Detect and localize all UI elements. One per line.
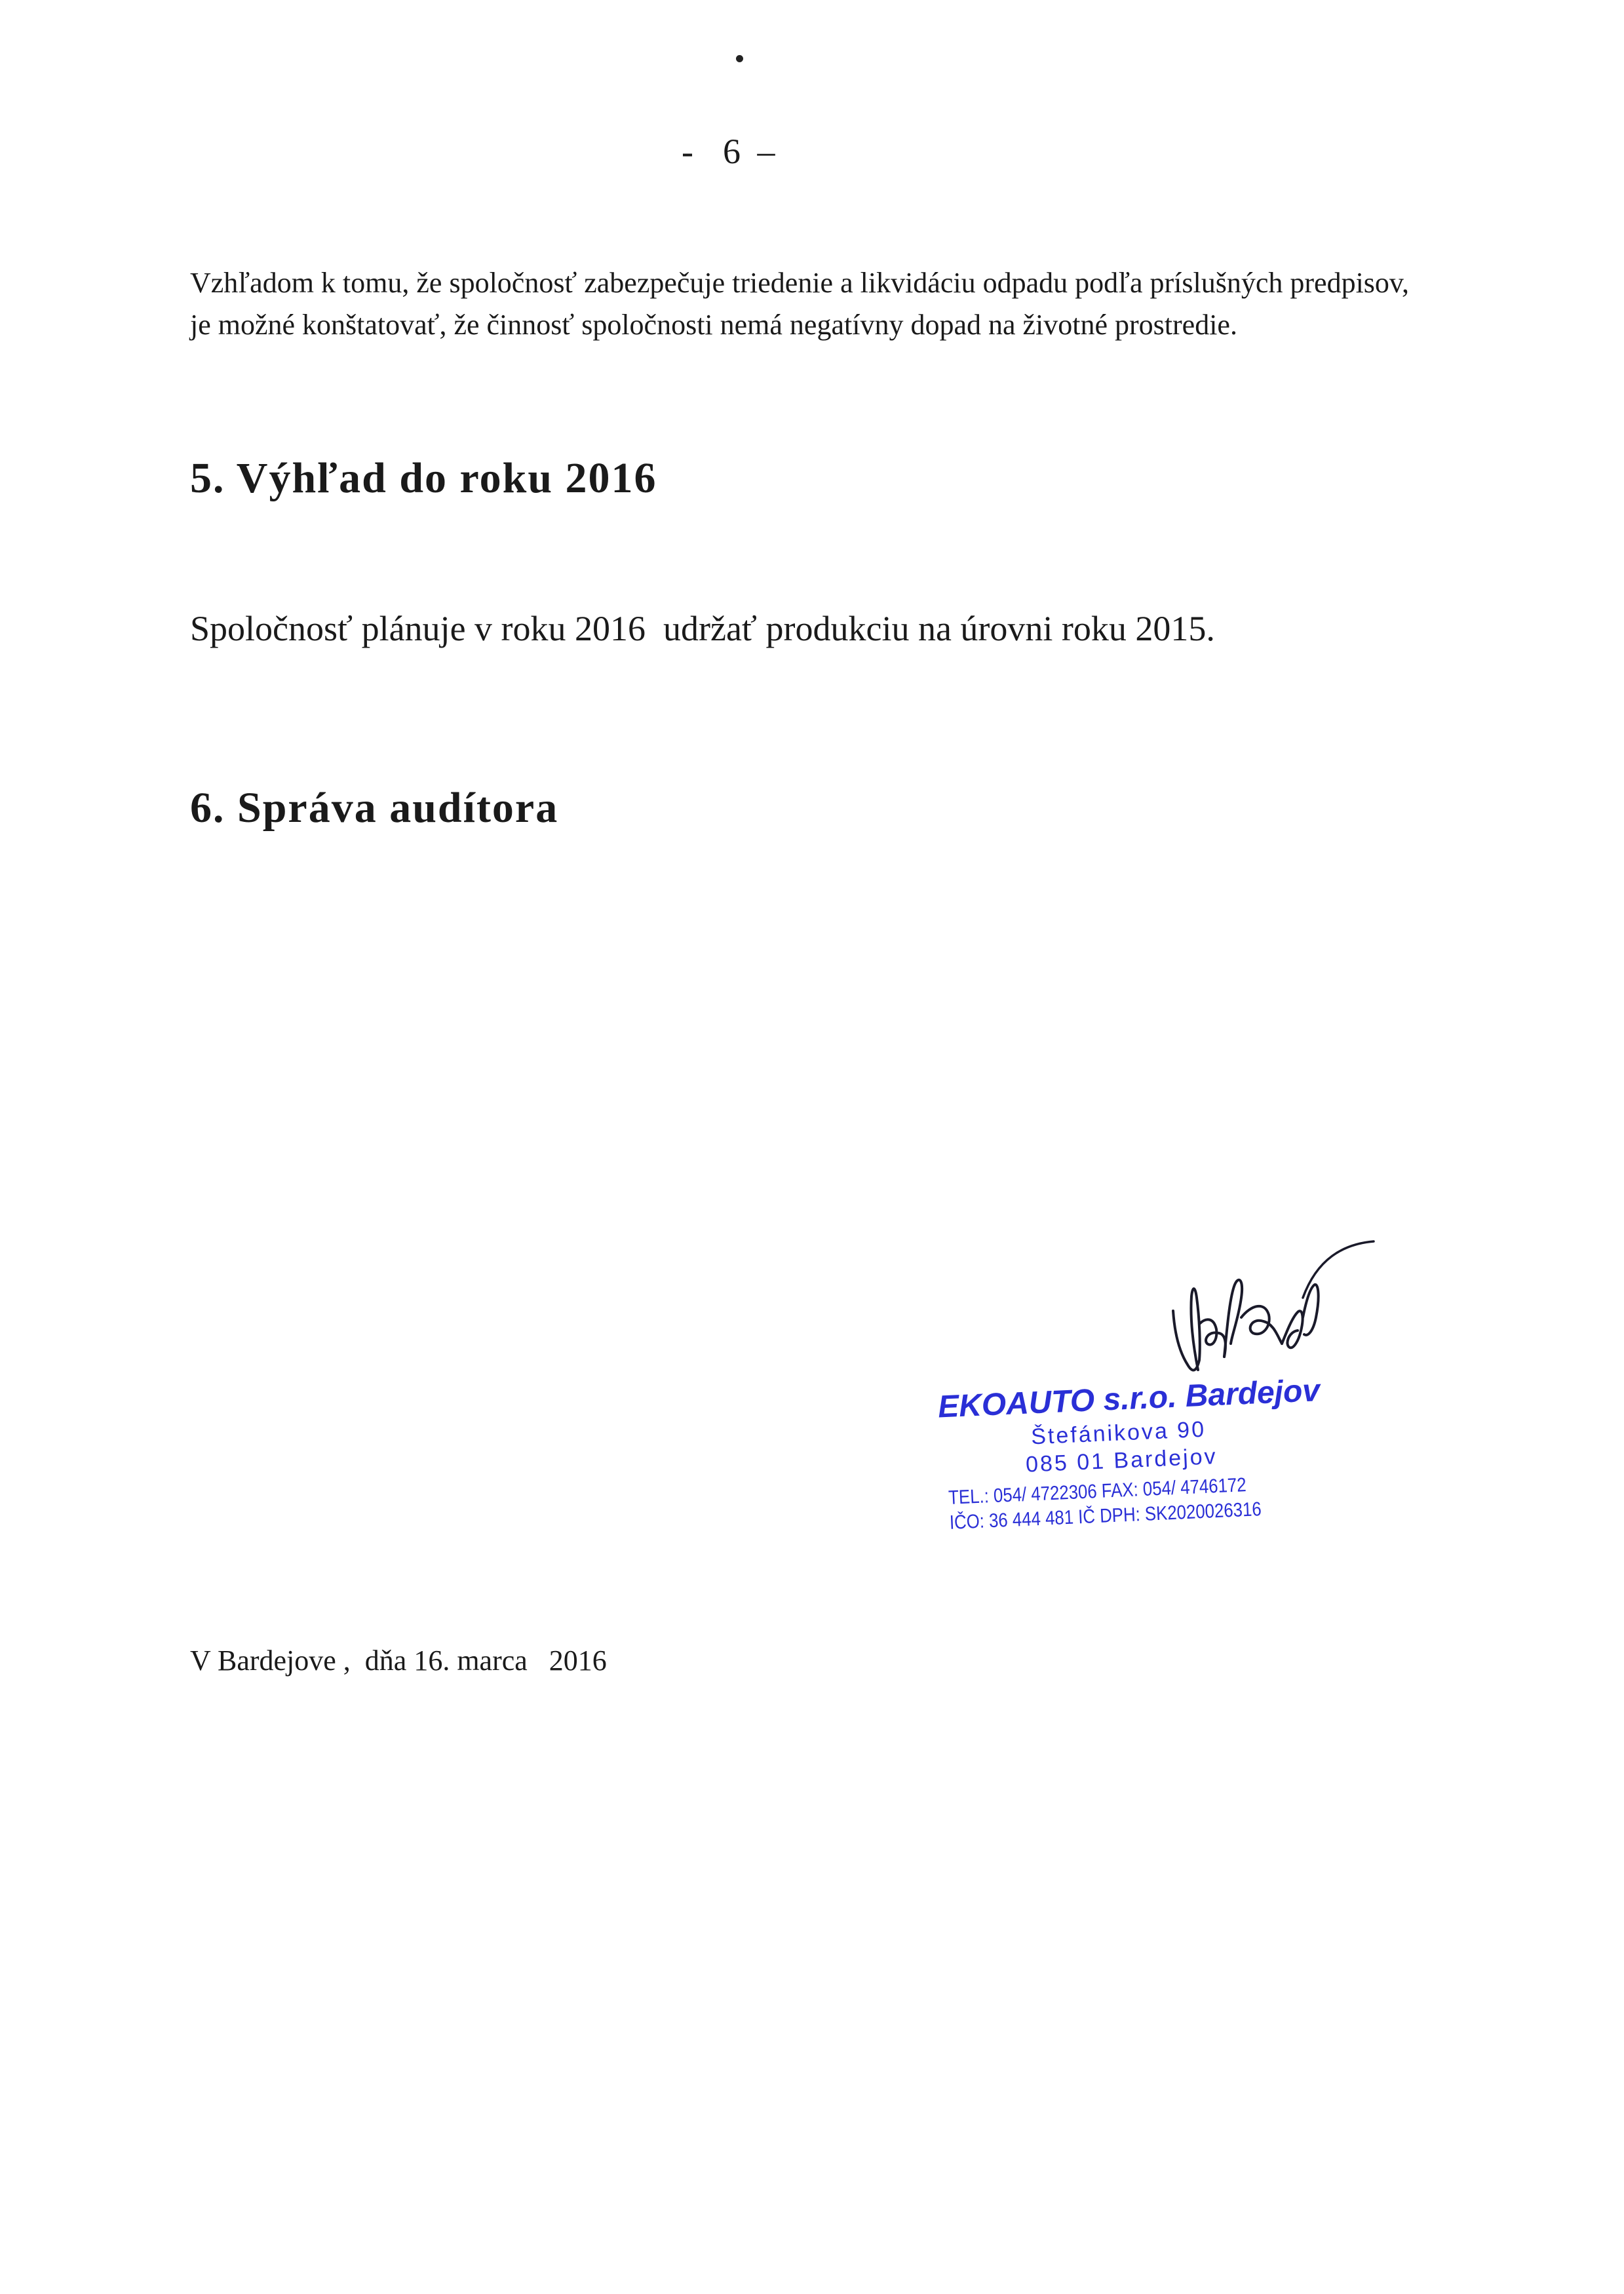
stamp-street: Štefánikova 90	[1030, 1416, 1207, 1450]
section-5-text: Spoločnosť plánuje v roku 2016 udržať produkciu na úrovni roku 2015.	[190, 609, 1215, 648]
stamp-company-name: EKOAUTO s.r.o. Bardejov	[937, 1373, 1321, 1425]
section-5-heading: 5. Výhľad do roku 2016	[190, 454, 657, 502]
section-6-heading: 6. Správa audítora	[190, 784, 559, 832]
company-stamp	[931, 1372, 1330, 1547]
place-and-date: V Bardejove , dňa 16. marca 2016	[190, 1644, 607, 1677]
stamp-tel-fax: TEL.: 054/ 4722306 FAX: 054/ 4746172	[948, 1474, 1247, 1509]
scan-dot-mark	[736, 55, 743, 62]
stamp-ico-dic: IČO: 36 444 481 IČ DPH: SK2020026316	[949, 1498, 1262, 1534]
page-number: - 6 –	[682, 132, 779, 171]
handwritten-signature	[1153, 1219, 1376, 1396]
intro-paragraph: Vzhľadom k tomu, že spoločnosť zabezpečuje triedenie a likvidáciu odpadu podľa príslušných predpisov, je možné konštatovať, že činnosť spoločnosti nemá negatívny dopad na životné prostredie.	[190, 267, 1410, 341]
stamp-city: 085 01 Bardejov	[1025, 1444, 1218, 1477]
